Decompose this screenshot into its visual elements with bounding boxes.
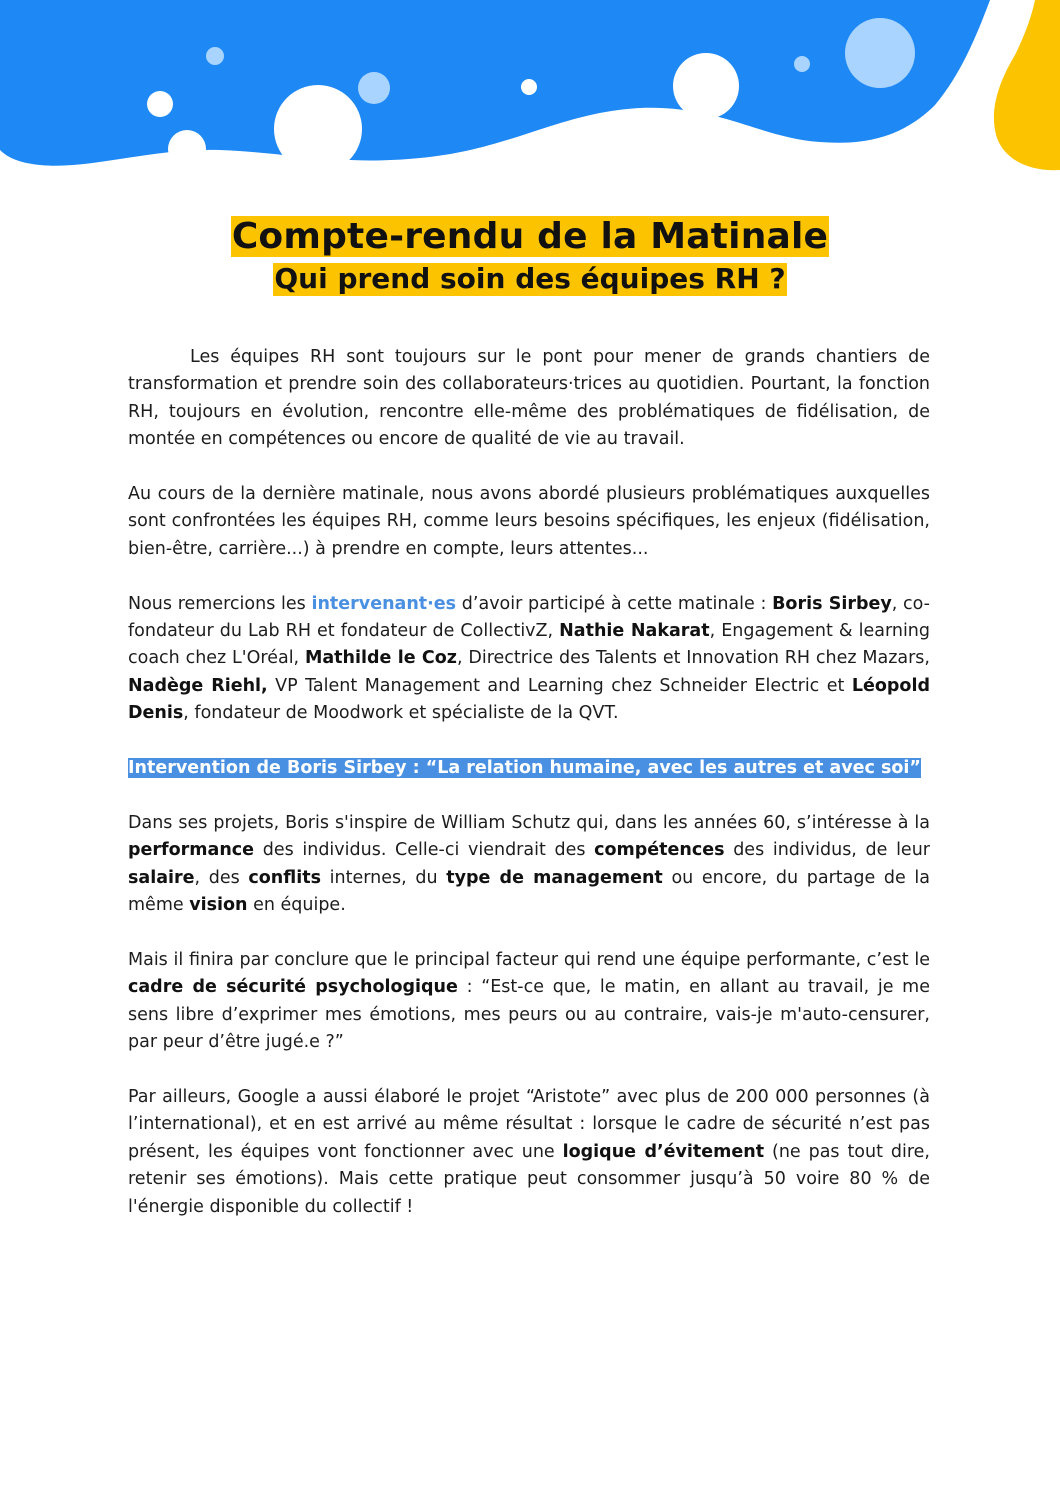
yellow-wave-shape <box>994 0 1060 170</box>
speaker-name: Mathilde le Coz <box>304 648 457 669</box>
page-subtitle: Qui prend soin des équipes RH ? <box>274 262 786 296</box>
header-decoration <box>0 0 1060 180</box>
section-paragraph-2: Mais il finira par conclure que le principal facteur qui rend une équipe performante, c’est le cadre de sécurité psychologique : “Est-ce que, le matin, en allant au travail, je me sens libre d’exprimer mes émotions, mes peurs ou au contraire, vais-je m'auto-censurer, par peur d’être jugé.e ?” <box>128 949 930 1053</box>
speakers-link[interactable]: intervenant·es <box>311 593 457 614</box>
thanks-paragraph: Nous remercions les intervenant·es d’avoir participé à cette matinale : Boris Sirbey, co-fondateur du Lab RH et fondateur de CollectivZ, Nathie Nakarat, Engagement & learning coach chez L'Oréal, Mathilde le Coz, Directrice des Talents et Innovation RH chez Mazars, Nadège Riehl, VP Talent Management and Learning chez Schneider Electric et Léopold Denis, fondateur de Moodwork et spécialiste de la QVT. <box>128 593 931 724</box>
section-paragraph-3: Par ailleurs, Google a aussi élaboré le projet “Aristote” avec plus de 200 000 personnes (à l’international), et en est arrivé au même résultat : lorsque le cadre de sécurité n’est pas présent, les équipes vont fonctionner avec une logique d’évitement (ne pas tout dire, retenir ses émotions). Mais cette pratique peut consommer jusqu’à 50 voire 80 % de l'énergie disponible du collectif ! <box>128 1086 930 1217</box>
speaker-name: Léopold Denis <box>128 675 930 724</box>
title-block <box>0 216 1060 296</box>
speaker-name: Nathie Nakarat <box>559 621 710 642</box>
page-title: Compte-rendu de la Matinale <box>231 216 829 257</box>
blue-wave-shape <box>0 0 990 166</box>
section-heading: Intervention de Boris Sirbey : “La relation humaine, avec les autres et avec soi” <box>128 758 921 779</box>
speaker-name: Nadège Riehl, <box>128 675 268 696</box>
intro-paragraph-2: Au cours de la dernière matinale, nous avons abordé plusieurs problématiques auxquelles sont confrontées les équipes RH, comme leurs besoins spécifiques, les enjeux (fidélisation, bien-être, carrière...) à prendre en compte, leurs attentes... <box>128 484 930 559</box>
intro-paragraph-1: Les équipes RH sont toujours sur le pont pour mener de grands chantiers de transformation et prendre soin des collaborateurs·trices au quotidien. Pourtant, la fonction RH, toujours en évolution, rencontre elle-même des problématiques de fidélisation, de montée en compétences ou encore de qualité de vie au travail. <box>128 347 930 450</box>
section-paragraph-1: Dans ses projets, Boris s'inspire de William Schutz qui, dans les années 60, s’intéresse à la performance des individus. Celle-ci viendrait des compétences des individus, de leur salaire, des conflits internes, du type de management ou encore, du partage de la même vision en équipe. <box>128 812 930 916</box>
document-body <box>128 344 930 1248</box>
speaker-name: Boris Sirbey <box>772 593 892 614</box>
